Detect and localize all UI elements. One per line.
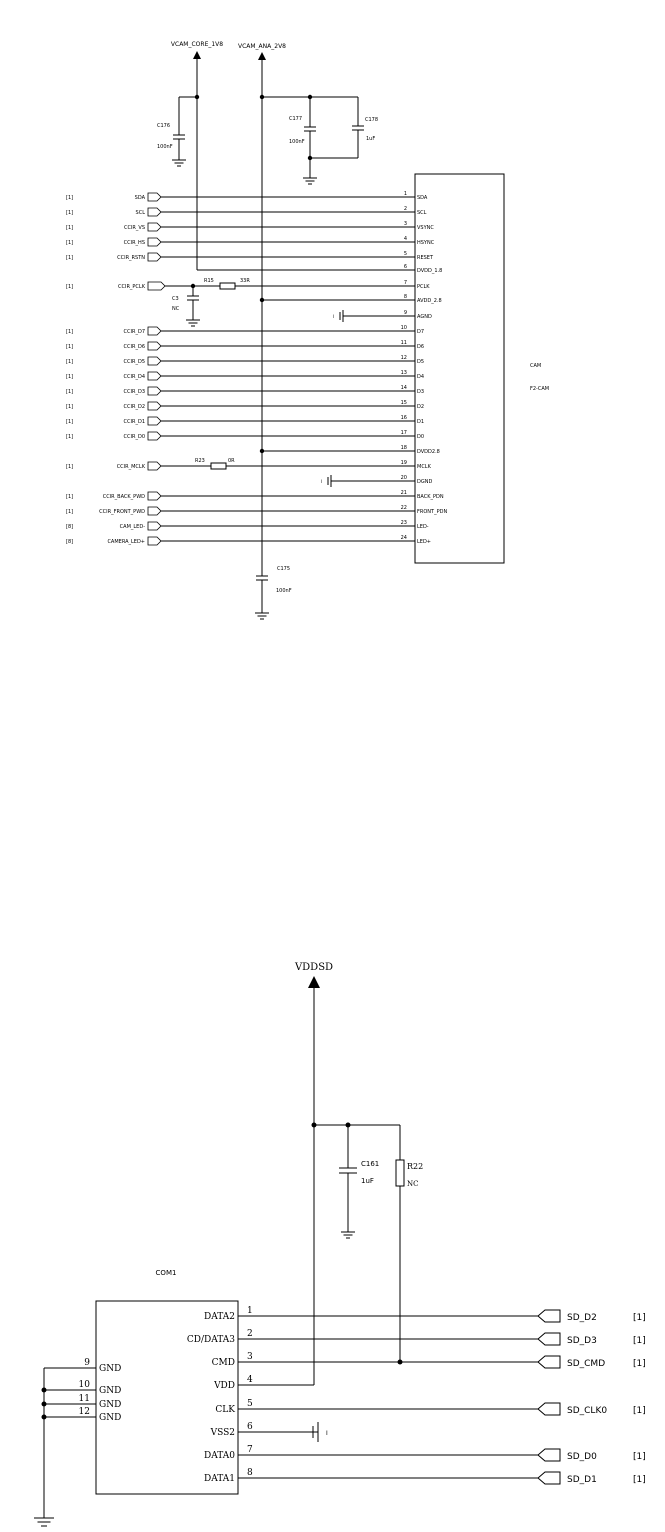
pin-number: 14 xyxy=(400,385,407,391)
resistor-r23 xyxy=(195,458,235,469)
pin-number: 3 xyxy=(403,221,407,227)
agnd-symbol xyxy=(333,310,415,322)
pin-number: 9 xyxy=(403,310,407,316)
pin-name: D1 xyxy=(417,419,425,425)
sd-pin-list xyxy=(187,1306,646,1485)
pin-name: LED- xyxy=(417,524,429,530)
cam-pin-3 xyxy=(66,221,434,231)
r23-ref: R23 xyxy=(195,458,205,464)
power-arrow-icon xyxy=(193,51,201,59)
pin-number: 19 xyxy=(400,460,407,466)
pin-name: DATA2 xyxy=(204,1312,235,1322)
sheet-ref: [8] xyxy=(66,524,74,530)
net-label: CCIR_RSTN xyxy=(117,255,145,261)
capacitor-c176 xyxy=(157,97,197,166)
capacitor-c161 xyxy=(339,1125,379,1238)
net-label: CCIR_FRONT_PWD xyxy=(99,509,145,515)
sheet-ref: [1] xyxy=(66,464,74,470)
net-label: SD_CLK0 xyxy=(567,1406,608,1416)
r23-value: 0R xyxy=(228,458,235,464)
sd-pin-6 xyxy=(210,1422,253,1438)
net-label: CCIR_D2 xyxy=(123,404,145,410)
pin-name: CLK xyxy=(215,1405,235,1415)
cam-pin-18 xyxy=(401,445,440,455)
r22-value: NC xyxy=(407,1180,419,1188)
pin-number: 2 xyxy=(403,206,407,212)
net-label: SD_D2 xyxy=(567,1313,597,1323)
cam-pin-11 xyxy=(66,340,424,350)
pin-name: D6 xyxy=(417,344,425,350)
pin-number: 8 xyxy=(403,294,407,300)
c161-value: 1uF xyxy=(361,1177,374,1185)
cam-pin-8 xyxy=(404,294,442,304)
sheet-ref: [1] xyxy=(66,225,74,231)
pin-name: LED+ xyxy=(417,539,431,545)
sd-pin-7 xyxy=(204,1445,646,1462)
port-flag-icon xyxy=(148,253,161,261)
capacitors-c177-c178 xyxy=(262,97,378,184)
pin-number: 11 xyxy=(78,1394,90,1404)
net-label: CCIR_D3 xyxy=(123,389,145,395)
cam-pin-17 xyxy=(66,430,424,440)
net-label: CCIR_D4 xyxy=(123,374,145,380)
sd-pin-3 xyxy=(212,1352,646,1369)
sheet-ref: [1] xyxy=(633,1359,646,1369)
cam-pin-23 xyxy=(66,520,429,530)
pin-number: 3 xyxy=(247,1352,253,1362)
port-flag-icon xyxy=(148,282,165,290)
net-label: CCIR_D1 xyxy=(123,419,145,425)
net-label: CCIR_MCLK xyxy=(116,464,145,470)
c176-ref: C176 xyxy=(157,123,171,129)
c177-ref: C177 xyxy=(289,116,303,122)
sheet-ref: [8] xyxy=(66,539,74,545)
pin-name: DATA0 xyxy=(204,1451,235,1461)
pin-number: 6 xyxy=(403,264,407,270)
sd-pin-1 xyxy=(204,1306,646,1323)
sheet-ref: [1] xyxy=(633,1313,646,1323)
sd-gnd-pin-9 xyxy=(84,1358,121,1374)
c161-ref: C161 xyxy=(361,1160,380,1168)
sheet-ref: [1] xyxy=(633,1475,646,1485)
pin-number: 23 xyxy=(400,520,407,526)
vcam-core-label: VCAM_CORE_1V8 xyxy=(170,41,224,48)
r22-ref: R22 xyxy=(407,1162,424,1171)
cam-pin-21 xyxy=(66,490,444,500)
cam-connector xyxy=(415,174,549,563)
sd-pin-2 xyxy=(187,1329,646,1346)
camera-circuit xyxy=(66,41,549,619)
port-flag-icon xyxy=(148,402,161,410)
pin-number: 6 xyxy=(247,1422,253,1432)
power-arrow-icon xyxy=(258,52,266,60)
sheet-ref: [1] xyxy=(66,374,74,380)
pin-number: 5 xyxy=(247,1399,253,1409)
pin-name: D3 xyxy=(417,389,425,395)
sheet-ref: [1] xyxy=(66,404,74,410)
port-flag-icon xyxy=(148,327,161,335)
cam-pin-list xyxy=(66,191,447,545)
sd-gnd-rail xyxy=(34,1368,96,1526)
pin-name: D7 xyxy=(417,329,425,335)
port-flag-icon xyxy=(148,432,161,440)
r15-value: 33R xyxy=(240,278,250,284)
port-flag-icon xyxy=(148,522,161,530)
sheet-ref: [1] xyxy=(66,195,74,201)
net-label: CCIR_PCLK xyxy=(117,284,145,290)
port-flag-icon xyxy=(538,1403,560,1415)
port-flag-icon xyxy=(148,357,161,365)
capacitor-c175 xyxy=(255,566,292,619)
pin-name: D2 xyxy=(417,404,425,410)
port-flag-icon xyxy=(148,223,161,231)
sheet-ref: [1] xyxy=(66,240,74,246)
sd-pin-8 xyxy=(204,1468,646,1485)
cam-pin-10 xyxy=(66,325,424,335)
vcam-core-rail xyxy=(171,41,415,270)
pin-name: PCLK xyxy=(417,284,430,290)
net-label: CCIR_D5 xyxy=(123,359,145,365)
pin-name: AVDD_2.8 xyxy=(417,298,442,304)
cam-pin-1 xyxy=(66,191,428,201)
net-label: SD_D3 xyxy=(567,1336,597,1346)
pin-number: 20 xyxy=(400,475,407,481)
pin-name: DVDD2.8 xyxy=(417,449,440,455)
cam-pin-19 xyxy=(66,460,432,470)
sheet-ref: [1] xyxy=(66,344,74,350)
pin-number: 5 xyxy=(403,251,407,257)
net-label: CAM_LED- xyxy=(119,524,145,530)
pin-name: CD/DATA3 xyxy=(186,1335,235,1345)
sheet-ref: [1] xyxy=(66,329,74,335)
sheet-ref: [1] xyxy=(66,210,74,216)
resistor-r15 xyxy=(204,278,250,289)
capacitor-c3 xyxy=(172,286,200,326)
pin-name: FRONT_PDN xyxy=(417,509,448,515)
pin-name: GND xyxy=(99,1400,122,1410)
pin-number: 4 xyxy=(403,236,407,242)
cam-ref: CAM xyxy=(530,363,542,369)
sheet-ref: [1] xyxy=(66,255,74,261)
net-label: CCIR_D6 xyxy=(123,344,145,350)
pin-name: D5 xyxy=(417,359,425,365)
pin-name: GND xyxy=(99,1386,122,1396)
sheet-ref: [1] xyxy=(66,419,74,425)
pin-name: SDA xyxy=(417,195,428,201)
pin-name: GND xyxy=(99,1413,122,1423)
cam-pin-4 xyxy=(66,236,435,246)
port-flag-icon xyxy=(538,1310,560,1322)
pin-name: RESET xyxy=(417,255,434,261)
port-flag-icon xyxy=(148,537,161,545)
net-label: CCIR_D7 xyxy=(123,329,145,335)
pin-number: 4 xyxy=(247,1375,253,1385)
port-flag-icon xyxy=(148,208,161,216)
pin-name: HSYNC xyxy=(417,240,435,246)
svg-text:I: I xyxy=(321,479,323,484)
vcam-ana-label: VCAM_ANA_2V8 xyxy=(237,43,287,50)
pin-number: 9 xyxy=(84,1358,90,1368)
cam-pin-22 xyxy=(66,505,447,515)
com1-ref: COM1 xyxy=(155,1269,177,1277)
pin-name: DATA1 xyxy=(204,1474,235,1484)
pin-name: GND xyxy=(99,1364,122,1374)
vddsd-rail xyxy=(238,962,400,1385)
sheet-ref: [1] xyxy=(66,509,74,515)
pin-number: 17 xyxy=(400,430,407,436)
cam-part: F2-CAM xyxy=(530,386,550,392)
pin-name: D4 xyxy=(417,374,425,380)
sd-pin-5 xyxy=(215,1399,645,1416)
pin-number: 1 xyxy=(403,191,407,197)
c175-value: 100nF xyxy=(276,588,292,594)
port-flag-icon xyxy=(148,372,161,380)
net-label: SD_D0 xyxy=(567,1452,597,1462)
sheet-ref: [1] xyxy=(633,1336,646,1346)
cam-pin-9 xyxy=(404,310,432,320)
pin-name: AGND xyxy=(417,314,432,320)
resistor-r22 xyxy=(396,1125,423,1362)
port-flag-icon xyxy=(538,1333,560,1345)
pin-number: 2 xyxy=(247,1329,253,1339)
port-flag-icon xyxy=(148,387,161,395)
sheet-ref: [1] xyxy=(66,494,74,500)
cam-pin-20 xyxy=(401,475,433,485)
pin-name: CMD xyxy=(211,1358,235,1368)
pin-number: 13 xyxy=(400,370,407,376)
sheet-ref: [1] xyxy=(66,389,74,395)
pin-number: 24 xyxy=(400,535,407,541)
net-label: SD_D1 xyxy=(567,1475,597,1485)
cam-pin-5 xyxy=(66,251,434,261)
cam-pin-13 xyxy=(66,370,424,380)
pin-number: 16 xyxy=(400,415,407,421)
svg-text:I: I xyxy=(326,1430,328,1437)
pin-number: 22 xyxy=(400,505,407,511)
net-label: CCIR_BACK_PWD xyxy=(102,494,145,500)
pin-number: 7 xyxy=(247,1445,253,1455)
cam-pin-15 xyxy=(66,400,424,410)
pin-number: 15 xyxy=(400,400,407,406)
c178-value: 1uF xyxy=(366,136,376,142)
net-label: SCL xyxy=(135,210,145,216)
pin-name: DVDD_1.8 xyxy=(417,268,443,274)
pin-name: BACK_PDN xyxy=(417,494,444,500)
port-flag-icon xyxy=(148,193,161,201)
svg-text:I: I xyxy=(333,314,335,319)
cam-pin-6 xyxy=(404,264,443,274)
cam-pin-2 xyxy=(66,206,427,216)
net-label: SDA xyxy=(134,195,145,201)
sheet-ref: [1] xyxy=(633,1406,646,1416)
cam-pin-12 xyxy=(66,355,424,365)
c178-ref: C178 xyxy=(365,117,379,123)
cam-pin-16 xyxy=(66,415,424,425)
sheet-ref: [1] xyxy=(633,1452,646,1462)
pin-number: 12 xyxy=(400,355,407,361)
port-flag-icon xyxy=(148,492,161,500)
pin-number: 1 xyxy=(247,1306,253,1316)
c176-value: 100nF xyxy=(157,144,173,150)
c3-value: NC xyxy=(172,306,180,312)
cam-pin-24 xyxy=(66,535,431,545)
net-label: SD_CMD xyxy=(567,1359,606,1369)
sheet-ref: [1] xyxy=(66,284,74,290)
port-flag-icon xyxy=(538,1449,560,1461)
net-label: CAMERA_LED+ xyxy=(107,539,145,545)
net-label: CCIR_D0 xyxy=(123,434,145,440)
power-arrow-icon xyxy=(308,976,320,988)
port-flag-icon xyxy=(148,342,161,350)
pin-number: 10 xyxy=(400,325,407,331)
sd-pin-4 xyxy=(213,1375,253,1391)
c177-value: 100nF xyxy=(289,139,305,145)
sheet-ref: [1] xyxy=(66,434,74,440)
r15-ref: R15 xyxy=(204,278,214,284)
port-flag-icon xyxy=(538,1356,560,1368)
pin-name: D0 xyxy=(417,434,425,440)
pin-number: 21 xyxy=(400,490,407,496)
net-label: CCIR_VS xyxy=(123,225,145,231)
cam-pin-14 xyxy=(66,385,424,395)
pin-number: 11 xyxy=(400,340,407,346)
port-flag-icon xyxy=(148,507,161,515)
pin-number: 8 xyxy=(247,1468,253,1478)
pin-name: VDD xyxy=(214,1381,235,1391)
pin-number: 18 xyxy=(400,445,407,451)
pin-name: VSS2 xyxy=(210,1428,235,1438)
sd-card-circuit xyxy=(34,962,646,1526)
port-flag-icon xyxy=(148,417,161,425)
port-flag-icon xyxy=(148,238,161,246)
vddsd-label: VDDSD xyxy=(294,962,334,973)
pin-number: 12 xyxy=(78,1407,90,1417)
pin-name: SCL xyxy=(417,210,427,216)
pin-name: MCLK xyxy=(417,464,431,470)
pin-name: DGND xyxy=(417,479,433,485)
c3-ref: C3 xyxy=(172,296,179,302)
pin-number: 10 xyxy=(78,1380,90,1390)
port-flag-icon xyxy=(148,462,161,470)
c175-ref: C175 xyxy=(277,566,291,572)
pin-number: 7 xyxy=(403,280,407,286)
sheet-ref: [1] xyxy=(66,359,74,365)
pin-name: VSYNC xyxy=(417,225,434,231)
net-label: CCIR_HS xyxy=(123,240,145,246)
port-flag-icon xyxy=(538,1472,560,1484)
